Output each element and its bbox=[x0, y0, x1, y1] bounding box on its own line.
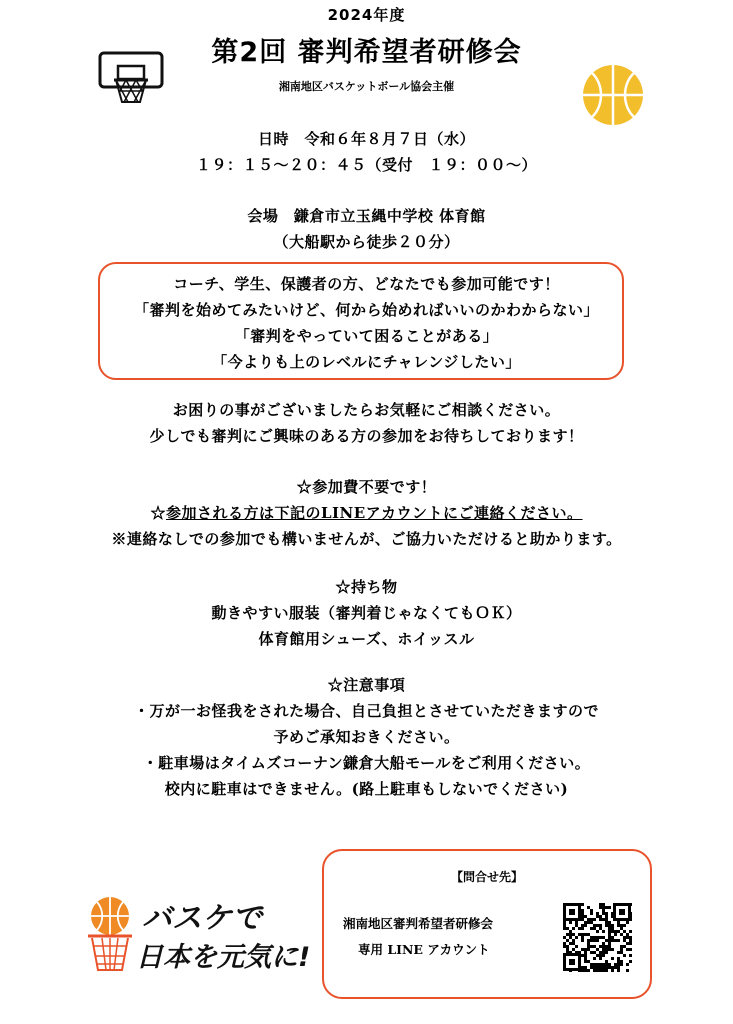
star-mark: ☆ bbox=[150, 504, 166, 522]
event-datetime bbox=[0, 126, 733, 178]
invite-line: 少しでも審判にご興味のある方の参加をお待ちしております！ bbox=[149, 427, 584, 445]
logo-ball-icon bbox=[88, 897, 132, 970]
contact-instruction: 参加される方は下記のLINEアカウントにご連絡ください。 bbox=[165, 504, 583, 522]
callout-text bbox=[0, 271, 733, 375]
callout-line: 「審判をやっていて困ることがある」 bbox=[234, 327, 499, 345]
notes-line: 予めご承知おきください。 bbox=[273, 728, 460, 746]
items-heading: ☆持ち物 bbox=[335, 578, 398, 596]
fee-free-line: ☆参加費不要です！ bbox=[296, 478, 437, 496]
organizer-label: 湘南地区バスケットボール協会主催 bbox=[278, 80, 455, 93]
contact-name: 湘南地区審判希望者研修会 bbox=[343, 916, 494, 931]
event-date: 日時 令和６年８月７日（水） bbox=[257, 130, 475, 148]
logo-line-2: 日本を元気に! bbox=[136, 942, 311, 973]
logo-line-1: バスケで bbox=[142, 901, 262, 936]
notes-heading: ☆注意事項 bbox=[327, 676, 406, 694]
event-time: １９：１５～２０：４５（受付 １９：００～） bbox=[195, 156, 537, 174]
notes-line: 校内に駐車はできません。(路上駐車もしないでください) bbox=[164, 780, 569, 798]
notes-section bbox=[0, 672, 733, 802]
fee-note-line: ※連絡なしでの参加でも構いませんが、ご協力いただけると助かります。 bbox=[111, 530, 622, 548]
basketball-slogan-logo bbox=[84, 886, 320, 982]
items-line: 動きやすい服装（審判着じゃなくてもＯＫ） bbox=[211, 604, 522, 622]
basketball-icon bbox=[582, 64, 644, 126]
year-label: 2024年度 bbox=[327, 6, 406, 24]
notes-line: ・駐車場はタイムズコーナン鎌倉大船モールをご利用ください。 bbox=[142, 754, 591, 772]
page-title: 第2回 審判希望者研修会 bbox=[211, 37, 522, 68]
line-qr-code[interactable] bbox=[561, 901, 633, 973]
callout-line: 「審判を始めてみたいけど、何から始めればいいのかわからない」 bbox=[133, 301, 599, 319]
fee-contact-line bbox=[0, 500, 733, 526]
basketball-hoop-icon bbox=[98, 50, 164, 110]
items-line: 体育館用シューズ、ホイッスル bbox=[258, 630, 475, 648]
callout-line: 「今よりも上のレベルにチャレンジしたい」 bbox=[212, 353, 521, 371]
items-section bbox=[0, 574, 733, 652]
fee-section bbox=[0, 474, 733, 552]
venue-name: 会場 鎌倉市立玉縄中学校 体育館 bbox=[247, 207, 486, 225]
invitation-text bbox=[0, 397, 733, 449]
contact-heading: 【問合せ先】 bbox=[450, 870, 523, 884]
venue-access: （大船駅から徒歩２０分） bbox=[273, 233, 460, 251]
notes-line: ・万が一お怪我をされた場合、自己負担とさせていただきますので bbox=[133, 702, 599, 720]
event-venue bbox=[0, 203, 733, 255]
callout-line: コーチ、学生、保護者の方、どなたでも参加可能です！ bbox=[173, 275, 560, 293]
invite-line: お困りの事がございましたらお気軽にご相談ください。 bbox=[172, 401, 561, 419]
contact-line-account: 専用 LINE アカウント bbox=[358, 942, 490, 957]
